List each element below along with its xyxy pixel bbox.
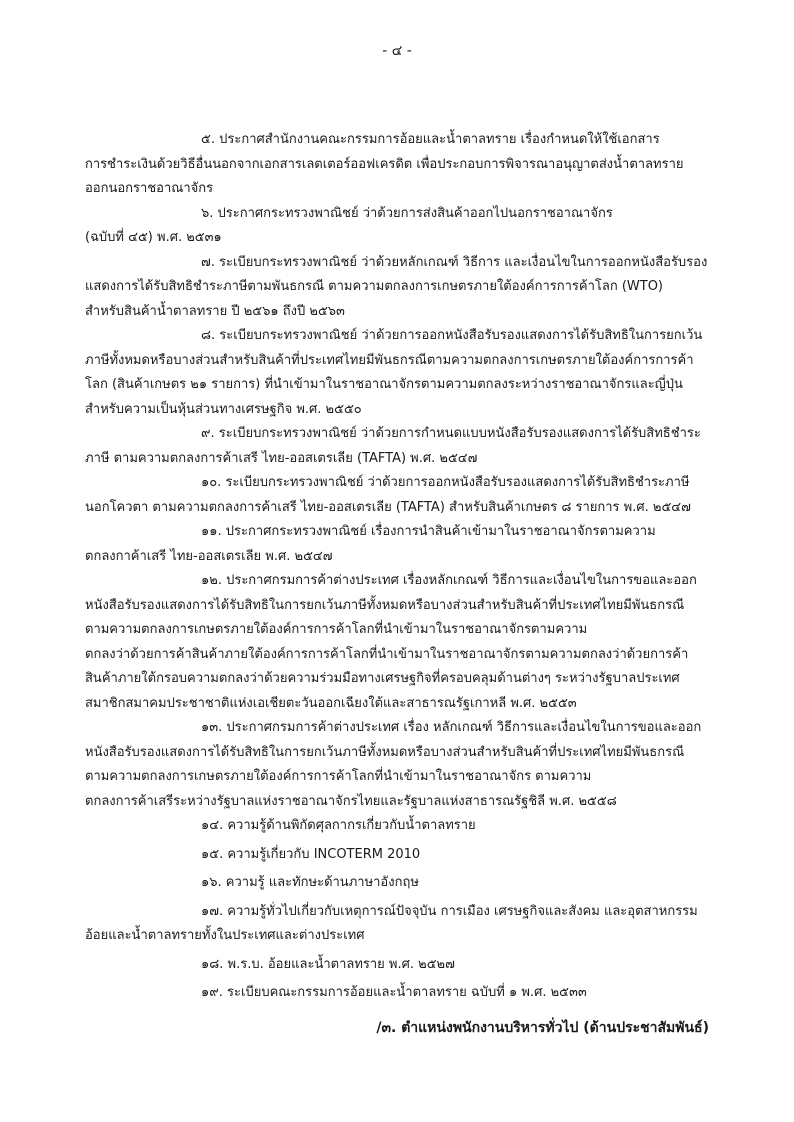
item-12-line-1: ๑๒. ประกาศกรมการค้าต่างประเทศ เรื่องหลักเกณฑ์ วิธีการและเงื่อนไขในการขอและออก <box>201 573 697 588</box>
item-10-line-1: ๑๐. ระเบียบกระทรวงพาณิชย์ ว่าด้วยการออกหนังสือรับรองแสดงการได้รับสิทธิชำระภาษี <box>201 475 690 490</box>
item-5-line-1: ๕. ประกาศสำนักงานคณะกรรมการอ้อยและน้ำตาลทราย เรื่องกำหนดให้ใช้เอกสาร <box>201 132 660 147</box>
item-13-line-3: ตามความตกลงการเกษตรภายใต้องค์การการค้าโลกที่นำเข้ามาในราชอาณาจักร ตามความ <box>85 769 592 784</box>
item-19: ๑๙. ระเบียบคณะกรรมการอ้อยและน้ำตาลทราย ฉบับที่ ๑ พ.ศ. ๒๕๓๓ <box>201 985 587 1000</box>
item-8-line-1: ๘. ระเบียบกระทรวงพาณิชย์ ว่าด้วยการออกหนังสือรับรองแสดงการได้รับสิทธิในการยกเว้น <box>201 328 703 343</box>
item-12-line-2: หนังสือรับรองแสดงการได้รับสิทธิในการยกเว้นภาษีทั้งหมดหรือบางส่วนสำหรับสินค้าที่ประเทศไทยมีพันธกรณี <box>85 597 685 613</box>
item-5-line-2: การชำระเงินด้วยวิธีอื่นนอกจากเอกสารเลตเตอร์ออฟเครดิต เพื่อประกอบการพิจารณาอนุญาตส่งน้ำตาลทราย <box>85 156 684 172</box>
item-10-line-2: นอกโควตา ตามความตกลงการค้าเสรี ไทย-ออสเตรเลีย (TAFTA) สำหรับสินค้าเกษตร ๘ รายการ พ.ศ. ๒๕๔๗ <box>85 499 691 515</box>
item-7-line-1: ๗. ระเบียบกระทรวงพาณิชย์ ว่าด้วยหลักเกณฑ์ วิธีการ และเงื่อนไขในการออกหนังสือรับรอง <box>201 254 708 270</box>
item-9-line-2: ภาษี ตามความตกลงการค้าเสรี ไทย-ออสเตรเลีย (TAFTA) พ.ศ. ๒๕๔๗ <box>85 450 478 466</box>
item-13-line-4: ตกลงการค้าเสรีระหว่างรัฐบาลแห่งราชอาณาจักรไทยและรัฐบาลแห่งสาธารณรัฐชิลี พ.ศ. ๒๕๕๘ <box>85 793 617 809</box>
continuation-footer: /๓. ตำแหน่งพนักงานบริหารทั่วไป (ด้านประชาสัมพันธ์) <box>376 1020 709 1036</box>
item-6-line-1: ๖. ประกาศกระทรวงพาณิชย์ ว่าด้วยการส่งสินค้าออกไปนอกราชอาณาจักร <box>201 205 613 221</box>
item-12-line-5: สินค้าภายใต้กรอบความตกลงว่าด้วยความร่วมมือทางเศรษฐกิจที่ครอบคลุมด้านต่างๆ ระหว่างรัฐบาลประเทศ <box>85 671 680 686</box>
item-8-line-2: ภาษีทั้งหมดหรือบางส่วนสำหรับสินค้าที่ประเทศไทยมีพันธกรณีตามความตกลงการเกษตรภายใต้องค์การการค้า <box>85 352 694 368</box>
item-13-line-1: ๑๓. ประกาศกรมการค้าต่างประเทศ เรื่อง หลักเกณฑ์ วิธีการและเงื่อนไขในการขอและออก <box>201 720 702 735</box>
item-8-line-3: โลก (สินค้าเกษตร ๒๑ รายการ) ที่นำเข้ามาในราชอาณาจักรตามความตกลงระหว่างราชอาณาจักรและญี่ปุ่น <box>85 377 683 392</box>
page-number: - ๔ - <box>382 43 412 59</box>
item-8-line-4: สำหรับความเป็นหุ้นส่วนทางเศรษฐกิจ พ.ศ. ๒๕๕๐ <box>85 401 362 417</box>
item-7-line-2: แสดงการได้รับสิทธิชำระภาษีตามพันธกรณี ตามความตกลงการเกษตรภายใต้องค์การการค้าโลก (WTO) <box>85 279 664 294</box>
item-12-line-3: ตามความตกลงการเกษตรภายใต้องค์การการค้าโลกที่นำเข้ามาในราชอาณาจักรตามความ <box>85 622 588 637</box>
item-7-line-3: สำหรับสินค้าน้ำตาลทราย ปี ๒๕๖๑ ถึงปี ๒๕๖๓ <box>85 303 345 319</box>
item-9-line-1: ๙. ระเบียบกระทรวงพาณิชย์ ว่าด้วยการกำหนดแบบหนังสือรับรองแสดงการได้รับสิทธิชำระ <box>201 426 701 441</box>
item-18: ๑๘. พ.ร.บ. อ้อยและน้ำตาลทราย พ.ศ. ๒๕๒๗ <box>201 956 455 972</box>
item-5-line-3: ออกนอกราชอาณาจักร <box>85 181 214 196</box>
item-15: ๑๕. ความรู้เกี่ยวกับ INCOTERM 2010 <box>201 846 421 862</box>
item-17-line-1: ๑๗. ความรู้ทั่วไปเกี่ยวกับเหตุการณ์ปัจจุบัน การเมือง เศรษฐกิจและสังคม และอุตสาหกรรม <box>201 903 698 919</box>
item-6-line-2: (ฉบับที่ ๔๕) พ.ศ. ๒๕๓๑ <box>85 230 222 245</box>
item-11-line-2: ตกลงกาค้าเสรี ไทย-ออสเตรเลีย พ.ศ. ๒๕๔๗ <box>85 548 333 564</box>
item-16: ๑๖. ความรู้ และทักษะด้านภาษาอังกฤษ <box>201 875 419 890</box>
document-body <box>85 128 725 1006</box>
item-11-line-1: ๑๑. ประกาศกระทรวงพาณิชย์ เรื่องการนำสินค้าเข้ามาในราชอาณาจักรตามความ <box>201 524 656 539</box>
item-17-line-2: อ้อยและน้ำตาลทรายทั้งในประเทศและต่างประเทศ <box>85 928 365 943</box>
item-12-line-6: สมาชิกสมาคมประชาชาติแห่งเอเชียตะวันออกเฉียงใต้และสาธารณรัฐเกาหลี พ.ศ. ๒๕๕๓ <box>85 695 577 711</box>
item-13-line-2: หนังสือรับรองแสดงการได้รับสิทธิในการยกเว้นภาษีทั้งหมดหรือบางส่วนสำหรับสินค้าที่ประเทศไทยมีพันธกรณี <box>85 744 685 760</box>
item-14: ๑๔. ความรู้ด้านพิกัดศุลกากรเกี่ยวกับน้ำตาลทราย <box>201 818 476 833</box>
item-12-line-4: ตกลงว่าด้วยการค้าสินค้าภายใต้องค์การการค้าโลกที่นำเข้ามาในราชอาณาจักรตามความตกลงว่าด้วยการค้า <box>85 646 689 662</box>
